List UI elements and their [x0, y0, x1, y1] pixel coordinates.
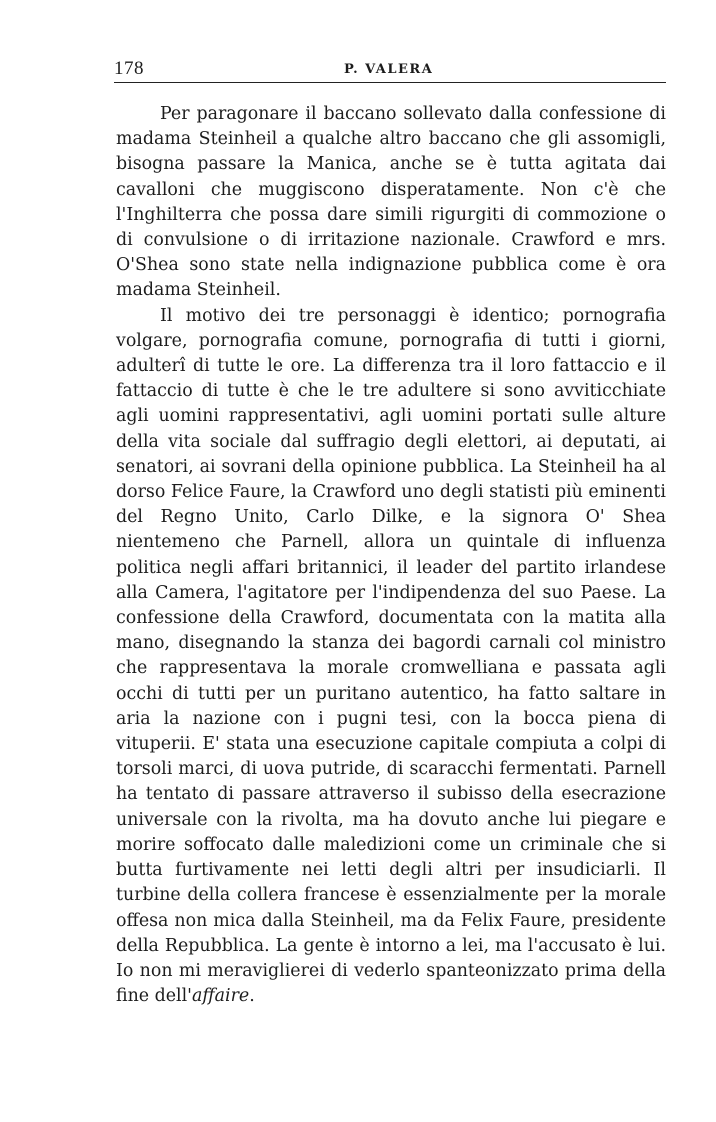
paragraph-2-end: . [249, 986, 255, 1007]
paragraph-2 [116, 304, 666, 1010]
running-head: P. VALERA [344, 62, 434, 77]
italic-word: affaire [191, 986, 250, 1007]
page-number: 178 [114, 58, 144, 79]
paragraph-1: Per paragonare il baccano sollevato dalla confessione di madama Steinheil a qualche altro baccano che gli assomigli, bisogna passare la Manica, anche se è tutta agitata dai cavalloni che muggiscono disperatamente. Non c'è che l'Inghilterra che possa dare simili rigurgiti di commozione o di convulsione o di irritazione nazionale. Crawford e mrs. O'Shea sono state nella indignazione pubblica come è ora madama Steinheil. [116, 104, 666, 301]
body-text [116, 102, 666, 1009]
page-header [114, 58, 666, 83]
paragraph-2-text: Il motivo dei tre personaggi è identico; pornografia volgare, pornografia comune, pornografia di tutti i giorni, adulterî di tutte le ore. La differenza tra il loro fattaccio e il fattaccio di tutte è che le tre adultere si sono avviticchiate agli uomini rappresentativi, agli uomini portati sulle alture della vita sociale dal suffragio degli elettori, ai deputati, ai senatori, ai sovrani della opinione pubblica. La Steinheil ha al dorso Felice Faure, la Crawford uno degli statisti più eminenti del Regno Unito, Carlo Dilke, e la signora O' Shea nientemeno che Parnell, allora un quintale di influenza politica negli affari britannici, il leader del partito irlandese alla Camera, l'agitatore per l'indipendenza del suo Paese. La confessione della Crawford, documentata con la matita alla mano, disegnando la stanza dei bagordi carnali col ministro che rappresentava la morale cromwelliana e passata agli occhi di tutti per un puritano autentico, ha fatto saltare in aria la nazione con i pugni tesi, con la bocca piena di vituperii. E' stata una esecuzione capitale compiuta a colpi di torsoli marci, di uova putride, di scaracchi fermentati. Parnell ha tentato di passare attraverso il subisso della esecrazione universale con la rivolta, ma ha dovuto anche lui piegare e morire soffocato dalle maledizioni come un criminale che si butta furtivamente nei letti degli altri per insudiciarli. Il turbine della collera francese è essenzialmente per la morale offesa non mica dalla Steinheil, ma da Felix Faure, presidente della Repubblica. La gente è intorno a lei, ma l'accusato è lui. Io non mi meraviglierei di vederlo spanteonizzato prima della fine dell' [116, 305, 666, 1007]
